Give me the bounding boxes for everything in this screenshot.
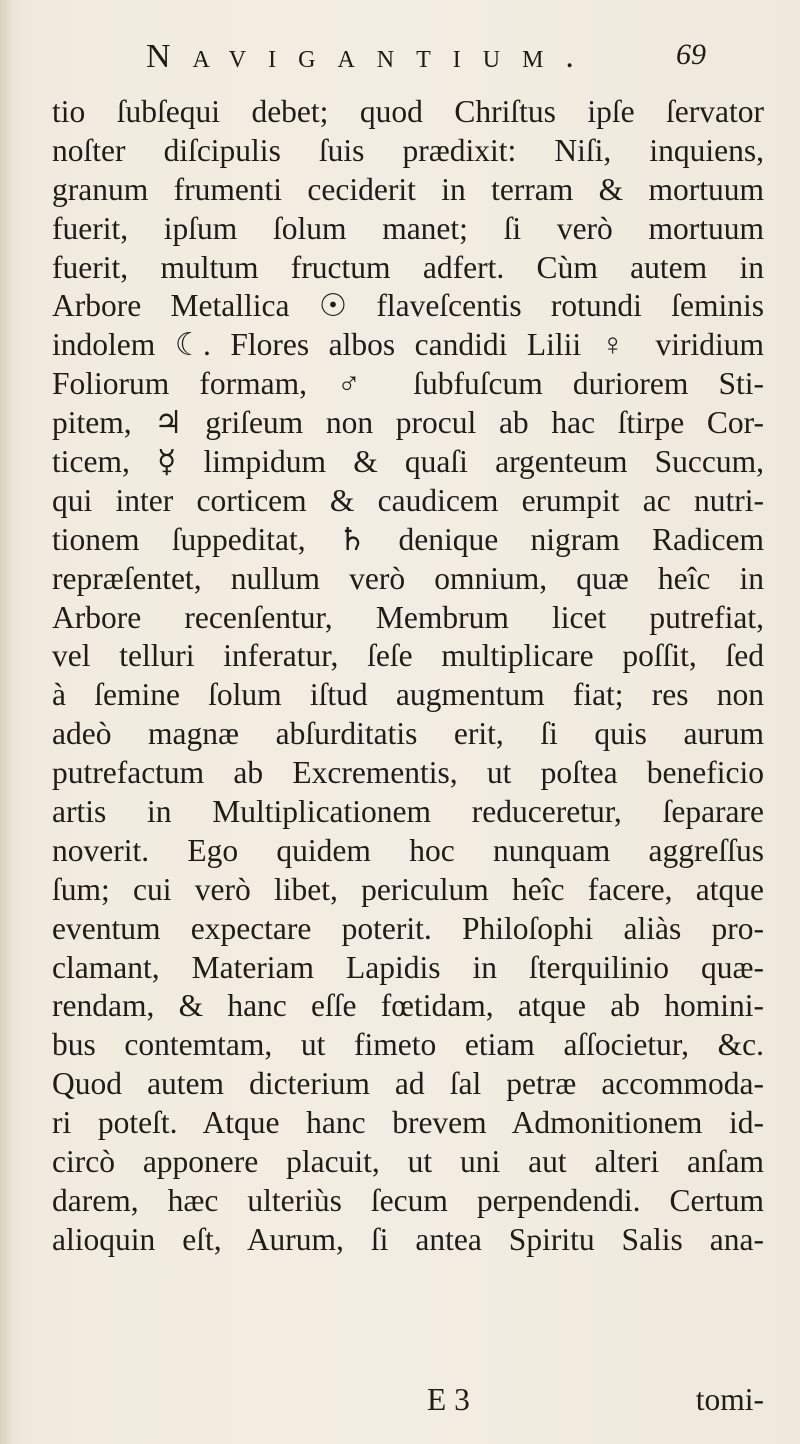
signature-mark: E 3 xyxy=(427,1382,470,1417)
page-header xyxy=(146,38,706,88)
text-line: ri poteſt. Atque hanc brevem Admonitionem id- xyxy=(52,1105,764,1141)
text-line: Quod autem dicterium ad ſal petræ accommoda- xyxy=(52,1066,764,1102)
text-line: adeò magnæ abſurditatis erit, ſi quis aurum xyxy=(52,716,764,752)
text-line: putrefactum ab Excrementis, ut poſtea beneficio xyxy=(52,755,764,791)
text-line: ſum; cui verò libet, periculum heîc facere, atque xyxy=(52,871,764,907)
text-line: vel telluri inferatur, ſeſe multiplicare poſſit, ſed xyxy=(52,638,764,674)
page-number: 69 xyxy=(676,38,706,71)
text-line: ticem, ☿ limpidum & quaſi argenteum Succum, xyxy=(52,444,764,480)
text-line: à ſemine ſolum iſtud augmentum fiat; res non xyxy=(52,677,764,713)
text-line: repræſentet, nullum verò omnium, quæ heîc in xyxy=(52,560,764,596)
text-line: rendam, & hanc eſſe fœtidam, atque ab homini- xyxy=(52,988,764,1024)
page-footer xyxy=(52,1382,764,1422)
text-line: bus contemtam, ut fimeto etiam aſſocietur, &c. xyxy=(52,1027,764,1063)
text-line: alioquin eſt, Aurum, ſi antea Spiritu Salis ana- xyxy=(52,1221,764,1257)
text-line: Arbore Metallica ☉ flaveſcentis rotundi ſeminis xyxy=(52,288,764,324)
text-line: clamant, Materiam Lapidis in ſterquilinio quæ- xyxy=(52,949,764,985)
text-line: tio ſubſequi debet; quod Chriſtus ipſe ſervator xyxy=(52,94,764,129)
text-line: pitem, ♃ griſeum non procul ab hac ſtirpe Cor- xyxy=(52,405,764,441)
text-line: fuerit, multum fructum adfert. Cùm autem in xyxy=(52,249,764,285)
text-line: eventum expectare poterit. Philoſophi aliàs pro- xyxy=(52,910,764,946)
text-line: artis in Multiplicationem reduceretur, ſeparare xyxy=(52,794,764,830)
text-line: Arbore recenſentur, Membrum licet putrefiat, xyxy=(52,599,764,635)
text-line: tionem ſuppeditat, ♄ denique nigram Radicem xyxy=(52,521,764,557)
text-line: Foliorum formam, ♂ ſubfuſcum duriorem Sti- xyxy=(52,366,764,402)
catchword: tomi- xyxy=(695,1382,764,1417)
page-gutter-shadow xyxy=(0,0,12,1444)
text-line: circò apponere placuit, ut uni aut alteri anſam xyxy=(52,1144,764,1180)
text-line: noverit. Ego quidem hoc nunquam aggreſſus xyxy=(52,832,764,868)
text-line: granum frumenti ceciderit in terram & mortuum xyxy=(52,171,764,207)
text-line: indolem ☾. Flores albos candidi Lilii ♀ viridium xyxy=(52,327,764,363)
text-line: qui inter corticem & caudicem erumpit ac nutri- xyxy=(52,482,764,518)
text-line: noſter diſcipulis ſuis prædixit: Niſi, inquiens, xyxy=(52,132,764,168)
running-head: Navigantium. xyxy=(146,38,596,75)
body-text xyxy=(52,93,764,1260)
text-line: fuerit, ipſum ſolum manet; ſi verò mortuum xyxy=(52,210,764,246)
text-line: darem, hæc ulteriùs ſecum perpendendi. Certum xyxy=(52,1182,764,1218)
